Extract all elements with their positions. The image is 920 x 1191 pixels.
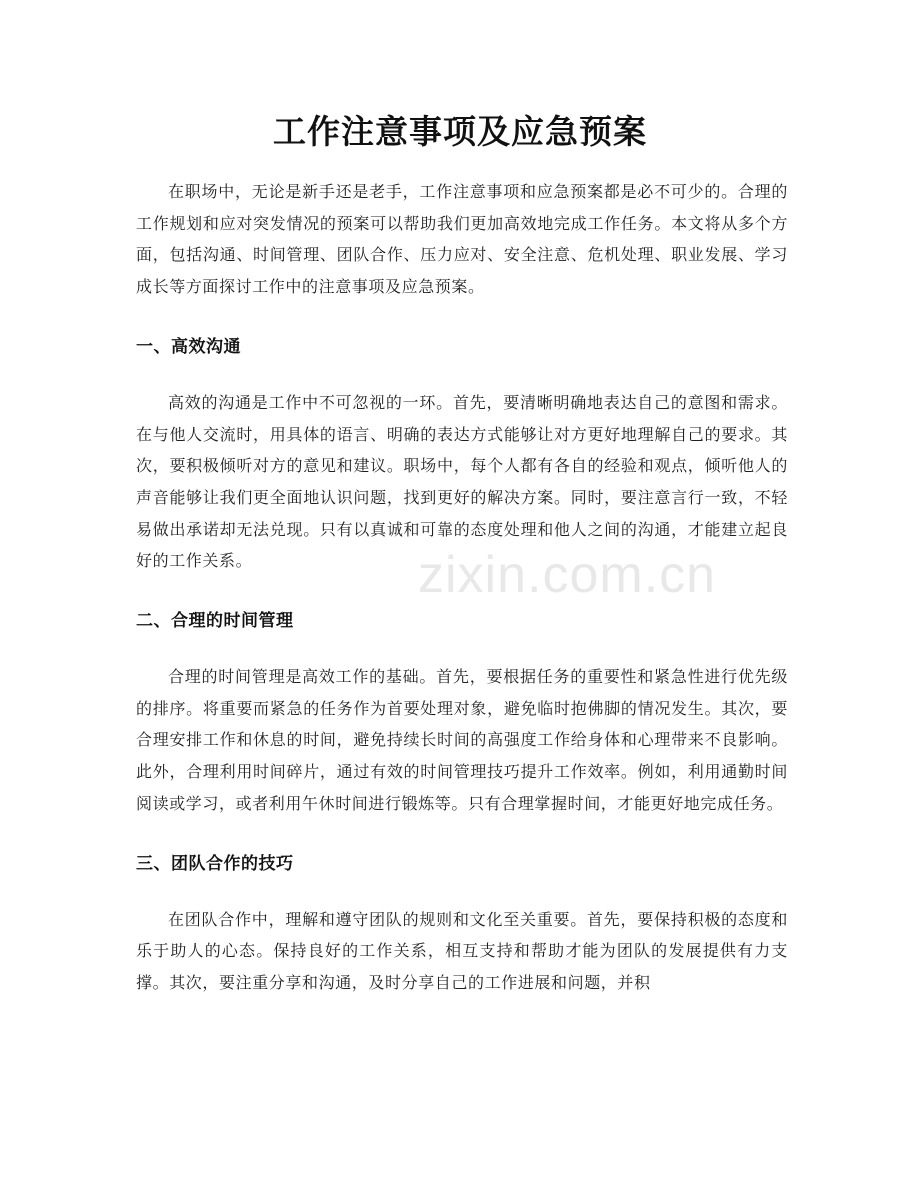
section-heading-teamwork: 三、团队合作的技巧: [136, 853, 294, 874]
intro-paragraph: 在职场中，无论是新手还是老手，工作注意事项和应急预案都是必不可少的。合理的工作规划和应对突发情况的预案可以帮助我们更加高效地完成工作任务。本文将从多个方面，包括沟通、时间管理、团队合作、压力应对、安全注意、危机处理、职业发展、学习成长等方面探讨工作中的注意事项及应急预案。: [136, 182, 788, 297]
document-title: 工作注意事项及应急预案: [273, 112, 647, 151]
section-heading-time-management: 二、合理的时间管理: [136, 611, 294, 632]
section-heading-communication: 一、高效沟通: [136, 336, 241, 357]
section-body-communication: 高效的沟通是工作中不可忽视的一环。首先，要清晰明确地表达自己的意图和需求。在与他人交流时，用具体的语言、明确的表达方式能够让对方更好地理解自己的要求。其次，要积极倾听对方的意见和建议。职场中，每个人都有各自的经验和观点，倾听他人的声音能够让我们更全面地认识问题，找到更好的解决方案。同时，要注意言行一致，不轻易做出承诺却无法兑现。只有以真诚和可靠的态度处理和他人之间的沟通，才能建立起良好的工作关系。: [136, 392, 788, 571]
watermark: zixin.com.cn: [418, 546, 717, 604]
section-body-teamwork: 在团队合作中，理解和遵守团队的规则和文化至关重要。首先，要保持积极的态度和乐于助人的心态。保持良好的工作关系，相互支持和帮助才能为团队的发展提供有力支撑。其次，要注重分享和沟通，及时分享自己的工作进展和问题，并积: [136, 909, 788, 992]
section-body-time-management: 合理的时间管理是高效工作的基础。首先，要根据任务的重要性和紧急性进行优先级的排序。将重要而紧急的任务作为首要处理对象，避免临时抱佛脚的情况发生。其次，要合理安排工作和休息的时间，避免持续长时间的高强度工作给身体和心理带来不良影响。此外，合理利用时间碎片，通过有效的时间管理技巧提升工作效率。例如，利用通勤时间阅读或学习，或者利用午休时间进行锻炼等。只有合理掌握时间，才能更好地完成任务。: [136, 667, 788, 813]
